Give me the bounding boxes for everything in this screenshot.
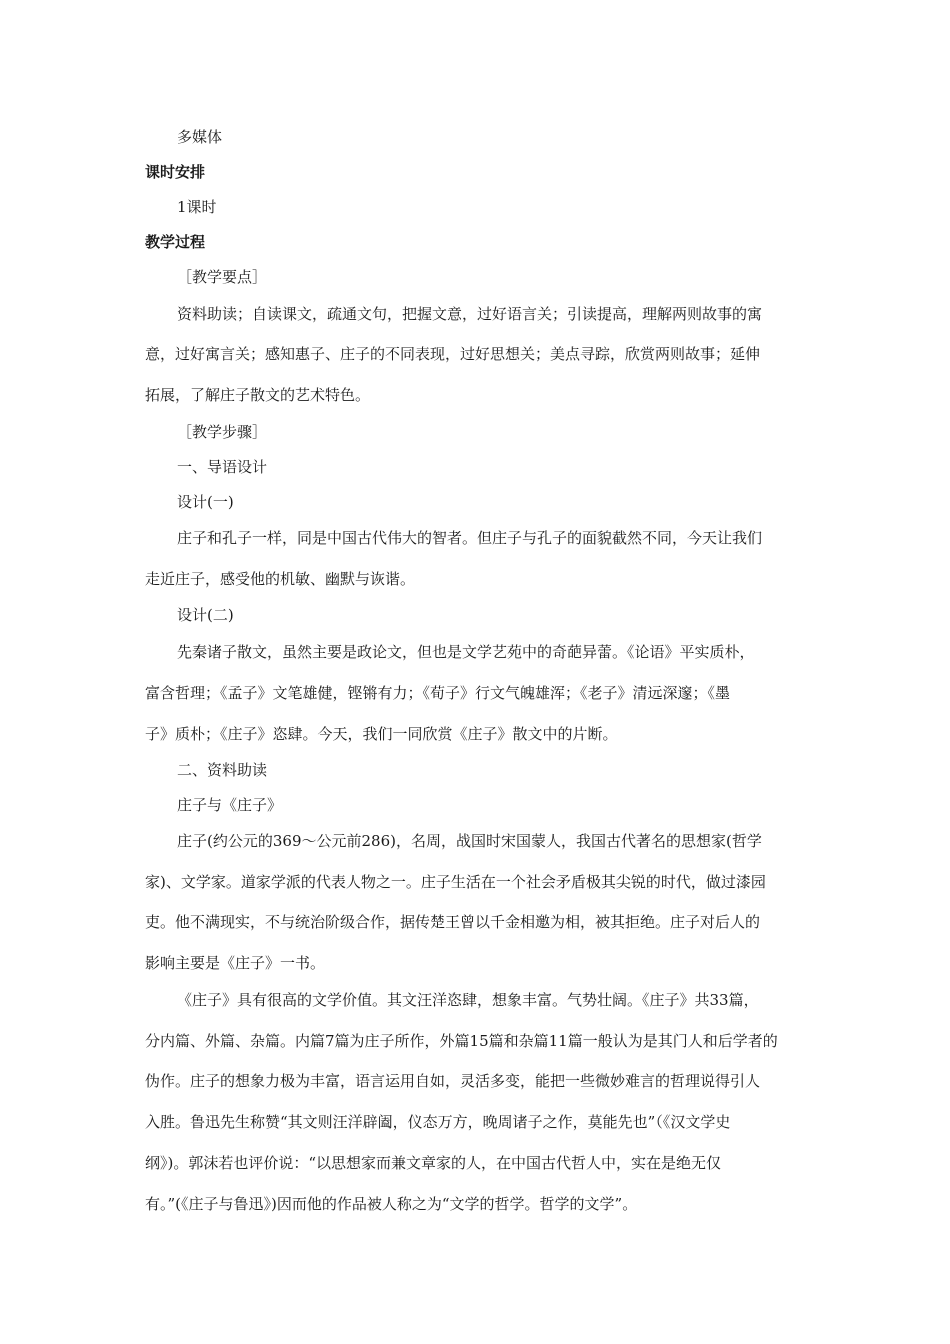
line-materials: 多媒体 <box>177 128 223 146</box>
paragraph-line: 入胜。鲁迅先生称赞“其文则汪洋辟阖，仪态万方，晚周诸子之作，莫能先也”（《汉文学史 <box>145 1113 731 1131</box>
paragraph-line: 吏。他不满现实，不与统治阶级合作，据传楚王曾以千金相邀为相，被其拒绝。庄子对后人的 <box>145 913 761 931</box>
subheading-zhuangzi: 庄子与《庄子》 <box>177 796 283 814</box>
paragraph-line: 有。”(《庄子与鲁迅》)因而他的作品被人称之为“文学的哲学。哲学的文学”。 <box>145 1195 638 1213</box>
section-heading-materials: 二、资料助读 <box>177 761 268 779</box>
subheading-design-1: 设计(一) <box>177 493 234 511</box>
paragraph-line: 先秦诸子散文，虽然主要是政论文，但也是文学艺苑中的奇葩异蕾。《论语》平实质朴， <box>177 643 755 661</box>
subheading-design-2: 设计(二) <box>177 606 234 624</box>
paragraph-line: 子》质朴；《庄子》恣肆。今天，我们一同欣赏《庄子》散文中的片断。 <box>145 725 618 743</box>
paragraph-line: 家)、文学家。道家学派的代表人物之一。庄子生活在一个社会矛盾极其尖锐的时代，做过漆园 <box>145 873 766 891</box>
paragraph-line: 影响主要是《庄子》一书。 <box>145 954 326 972</box>
line-class-hours: 1课时 <box>177 198 217 216</box>
paragraph-line: 资料助读；自读课文，疏通文句，把握文意，过好语言关；引读提高，理解两则故事的寓 <box>177 305 763 323</box>
paragraph-line: 庄子和孔子一样，同是中国古代伟大的智者。但庄子与孔子的面貌截然不同，今天让我们 <box>177 529 763 547</box>
section-heading-intro: 一、导语设计 <box>177 458 268 476</box>
label-teaching-steps: ［教学步骤］ <box>177 423 268 441</box>
paragraph-line: 走近庄子，感受他的机敏、幽默与诙谐。 <box>145 570 416 588</box>
paragraph-line: 庄子(约公元的369～公元前286)，名周，战国时宋国蒙人，我国古代著名的思想家(哲学 <box>177 832 762 850</box>
paragraph-line: 富含哲理；《孟子》文笔雄健，铿锵有力；《荀子》行文气魄雄浑；《老子》清远深邃；《墨 <box>145 684 731 702</box>
heading-teaching-process: 教学过程 <box>145 233 206 251</box>
paragraph-line: 伪作。庄子的想象力极为丰富，语言运用自如，灵活多变，能把一些微妙难言的哲理说得引人 <box>145 1072 761 1090</box>
label-teaching-points: ［教学要点］ <box>177 268 268 286</box>
paragraph-line: 意，过好寓言关；感知惠子、庄子的不同表现，过好思想关；美点寻踪，欣赏两则故事；延伸 <box>145 345 761 363</box>
paragraph-line: 纲》)。郭沫若也评价说：“以思想家而兼文章家的人，在中国古代哲人中，实在是绝无仅 <box>145 1154 722 1172</box>
paragraph-line: 分内篇、外篇、杂篇。内篇7篇为庄子所作，外篇15篇和杂篇11篇一般认为是其门人和后学者的 <box>145 1032 778 1050</box>
heading-class-schedule: 课时安排 <box>145 163 206 181</box>
paragraph-line: 《庄子》具有很高的文学价值。其文汪洋恣肆，想象丰富。气势壮阔。《庄子》共33篇， <box>177 991 759 1009</box>
paragraph-line: 拓展，了解庄子散文的艺术特色。 <box>145 386 371 404</box>
